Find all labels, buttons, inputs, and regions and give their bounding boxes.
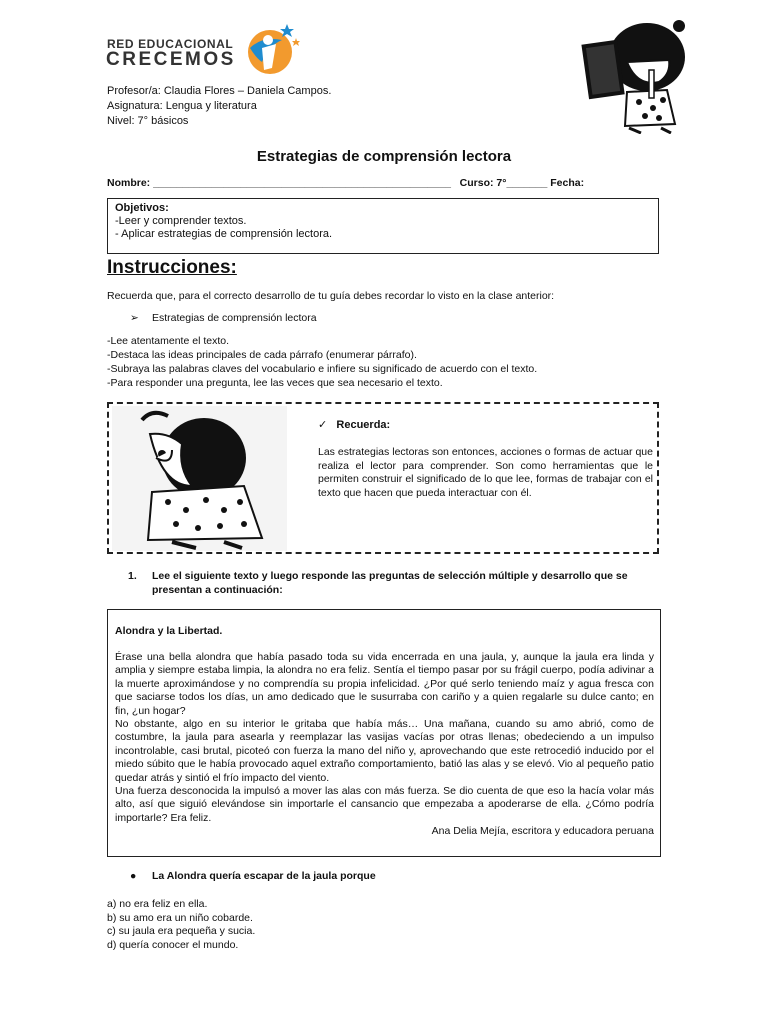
reminder-text: Las estrategias lectoras son entonces, acciones o formas de actuar que realiza el lector para comprender. Son como herramientas que le permiten construir el significado de lo que lee, formas de trabajar con el texto que hacen que pueda interactuar con él.	[318, 446, 653, 499]
objectives-title: Objetivos:	[115, 202, 169, 214]
story-title: Alondra y la Libertad.	[115, 625, 223, 637]
step-item: -Lee atentamente el texto.	[107, 335, 229, 347]
question-2	[130, 870, 376, 882]
reminder-title: Recuerda:	[336, 419, 391, 431]
level-line: Nivel: 7° básicos	[107, 115, 189, 127]
story-paragraph: Érase una bella alondra que había pasado toda su vida encerrada en una jaula, y, aunque la jaula era linda y amplia y siempre estaba limpia, la alondra no era feliz. Sentía el tiempo pasar por su frágil cuerpo, podía adivinar a la muerte aproximándose y no comprendía su propia infelicidad. ¿Por qué serlo teniendo maíz y agua fresca con que saciarse todos los días, un amo dedicado que le susurraba con cariño y a quien regalarle su dulce canto; en fin, ¿un hogar?	[115, 651, 654, 717]
answer-option[interactable]: b) su amo era un niño cobarde.	[107, 911, 253, 924]
step-item: -Para responder una pregunta, lee las veces que sea necesario el texto.	[107, 377, 443, 389]
step-item: -Subraya las palabras claves del vocabulario e infiere su significado de acuerdo con el texto.	[107, 363, 538, 375]
story-box	[107, 609, 661, 857]
arrow-bullet-icon: ➢	[130, 312, 139, 324]
strategy-item	[130, 312, 317, 324]
question-number: 1.	[128, 570, 137, 582]
step-item: -Destaca las ideas principales de cada párrafo (enumerar párrafo).	[107, 349, 417, 361]
reminder-heading	[318, 418, 390, 431]
strategy-label: Estrategias de comprensión lectora	[152, 312, 317, 324]
instructions-intro: Recuerda que, para el correcto desarrollo de tu guía debes recordar lo visto en la clase anterior:	[107, 290, 555, 302]
objectives-box	[107, 198, 659, 254]
question-text: Lee el siguiente texto y luego responde las preguntas de selección múltiple y desarrollo que se presentan a continuación:	[152, 570, 628, 596]
bullet-icon: ●	[130, 870, 137, 882]
answer-option[interactable]: c) su jaula era pequeña y sucia.	[107, 925, 256, 937]
girl-thinking-illustration	[112, 406, 287, 551]
story-paragraph: No obstante, algo en su interior le gritaba que había más… Una mañana, cuando su amo abrió, como de costumbre, la jaula para asearla y reemplazar las vasijas vacías por otras llenas; obedeciendo a un impulso incontrolable, casi brutal, picoteó con fuerza la mano del niño y, aprovechando que este retrocedió inducido por el miedo súbito que le había provocado aquel extraño comportamiento, batió las alas y se elevó. Vio al pequeño patio quedar atrás y sintió el frío impacto del viento.	[115, 718, 654, 784]
name-course-date-line: Nombre: ___________________________________________________ Curso: 7°_______ Fecha:	[107, 177, 585, 189]
story-author: Ana Delia Mejía, escritora y educadora peruana	[431, 825, 654, 838]
answer-option[interactable]: a) no era feliz en ella.	[107, 898, 208, 910]
story-paragraph: Una fuerza desconocida la impulsó a mover las alas con más fuerza. Se dio cuenta de que eso la hacía volar más alto, así que siguió elevándose sin importarle el cansancio que empezaba a apoderarse de ella. ¿Cómo podría importarle? Era feliz.	[115, 785, 654, 824]
question-text: La Alondra quería escapar de la jaula porque	[152, 870, 376, 882]
girl-reading-illustration	[567, 12, 702, 134]
objective-item: -Leer y comprender textos.	[115, 215, 247, 227]
teacher-line: Profesor/a: Claudia Flores – Daniela Campos.	[107, 85, 332, 97]
page-title: Estrategias de comprensión lectora	[256, 148, 512, 165]
objective-item: - Aplicar estrategias de comprensión lectora.	[115, 228, 333, 240]
org-name-line2: CRECEMOS	[106, 49, 236, 70]
header-info	[107, 84, 331, 129]
subject-line: Asignatura: Lengua y literatura	[107, 100, 257, 112]
crecemos-logo-icon	[232, 18, 302, 76]
instruction-steps	[107, 334, 537, 390]
question-1	[130, 570, 655, 597]
answer-option[interactable]: d) quería conocer el mundo.	[107, 938, 239, 951]
answer-options	[107, 898, 255, 952]
instructions-heading: Instrucciones:	[107, 257, 237, 278]
checkmark-icon: ✓	[318, 419, 328, 431]
org-name-line1: RED EDUCACIONAL	[107, 37, 234, 51]
